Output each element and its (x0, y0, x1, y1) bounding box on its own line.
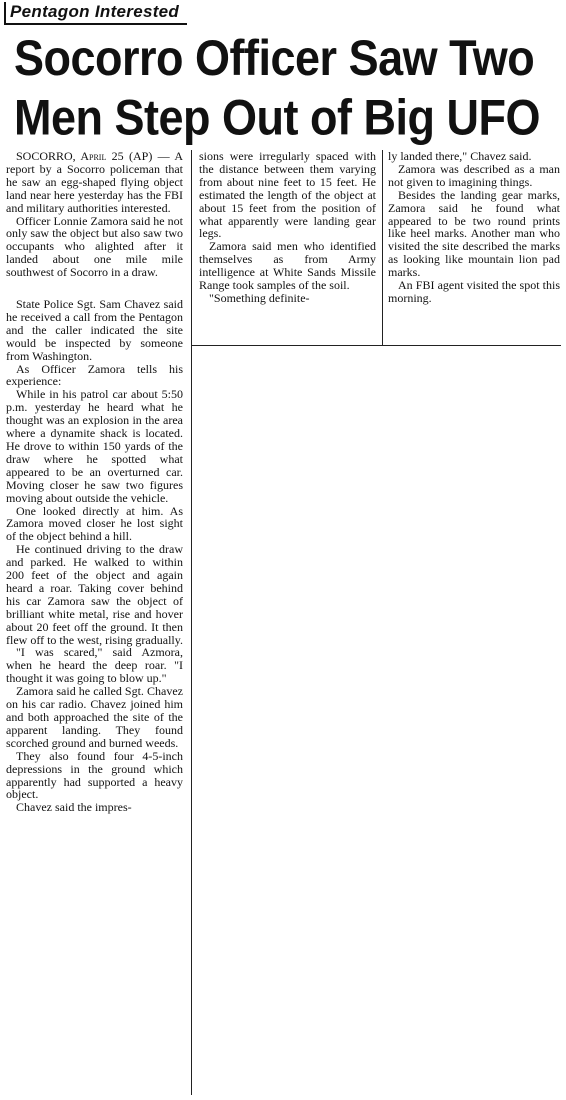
paragraph-text: A report by a Socorro policeman that he saw an egg-shaped flying object land near here yesterday has the FBI and military authorities interested. (6, 149, 183, 215)
column-3 (388, 150, 560, 305)
paragraph: sions were irregularly spaced with the distance between them varying from about nine feet to 15 feet. He estimated the length of the object at about 15 feet from the position of what apparently were landing gear legs. (199, 149, 376, 241)
column-1 (6, 150, 183, 279)
section-rule (191, 345, 561, 346)
dateline: SOCORRO, April 25 (AP) — (16, 149, 170, 163)
paragraph: "Something definite- (209, 290, 310, 305)
paragraph: Besides the landing gear marks, Zamora said he found what appeared to be two round prints like heel marks. Another man who visited the site described the marks as looking like mountain lion pad marks. (388, 187, 560, 280)
paragraph (6, 150, 183, 215)
column-rule (191, 150, 192, 1095)
paragraph: Zamora was described as a man not given to imagining things. (388, 161, 560, 189)
paragraph: While in his patrol car about 5:50 p.m. yesterday he heard what he thought was an explosion in the area where a dynamite shack is located. He drove to within 150 yards of the draw where he spotted what appeared to be an overturned car. Moving closer he saw two figures moving about outside the vehicle. (6, 387, 183, 505)
paragraph: Officer Lonnie Zamora said he not only saw the object but also saw two occupants who alighted after it landed about one mile mile southwest of Socorro in a draw. (6, 213, 183, 280)
headline-line-2: Men Step Out of Big UFO (14, 88, 540, 146)
paragraph: Chavez said the impres- (16, 800, 132, 815)
headline-line-1: Socorro Officer Saw Two (14, 29, 535, 87)
paragraph: ly landed there," Chavez said. (388, 149, 532, 163)
column-rule (382, 150, 383, 345)
paragraph: Zamora said men who identified themselves as from Army intelligence at White Sands Missile Range took samples of the soil. (199, 239, 376, 293)
kicker-box (4, 2, 187, 25)
paragraph: He continued driving to the draw and parked. He walked to within 200 feet of the object and again heard a roar. Taking cover behind his car Zamora saw the object of brilliant white metal, rise and hover about 20 feet off the ground. It then flew off to the west, rising gradually. (6, 542, 183, 647)
paragraph: State Police Sgt. Sam Chavez said he received a call from the Pentagon and the caller indicated the site would be inspected by someone from Washington. (6, 297, 183, 363)
column-2 (199, 150, 376, 305)
paragraph: They also found four 4-5-inch depressions in the ground which apparently had supported a heavy object. (6, 748, 183, 802)
paragraph: As Officer Zamora tells his experience: (6, 361, 183, 389)
kicker: Pentagon Interested (10, 2, 180, 21)
paragraph: Zamora said he called Sgt. Chavez on his car radio. Chavez joined him and both approached the site of the apparent landing. They found scorched ground and burned weeds. (6, 684, 183, 750)
paragraph: "I was scared," said Azmora, when he heard the deep roar. "I thought it was going to blow up." (6, 645, 183, 686)
paragraph: One looked directly at him. As Zamora moved closer he lost sight of the object behind a hill. (6, 503, 183, 544)
paragraph: An FBI agent visited the spot this morning. (388, 278, 560, 305)
column-1-continued (6, 298, 183, 814)
headline (14, 28, 559, 147)
